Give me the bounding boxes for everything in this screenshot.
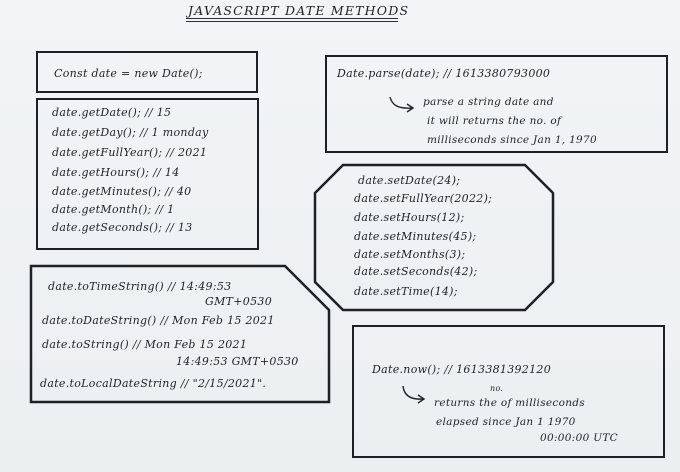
getter-line: date.getDay(); // 1 monday [52, 126, 209, 139]
getter-line: date.getSeconds(); // 13 [52, 221, 193, 234]
setter-line: date.setHours(12); [354, 211, 465, 224]
parse-note-line: parse a string date and [423, 96, 554, 108]
string-line-continued: 14:49:53 GMT+0530 [176, 355, 299, 368]
string-line: date.toLocalDateString // "2/15/2021". [40, 377, 267, 390]
setter-line: date.setDate(24); [358, 174, 461, 187]
string-line: date.toString() // Mon Feb 15 2021 [42, 338, 248, 351]
string-line-continued: GMT+0530 [205, 295, 272, 308]
getter-line: date.getFullYear(); // 2021 [52, 146, 208, 159]
setter-line: date.setMonths(3); [354, 248, 466, 261]
parse-code: Date.parse(date); // 1613380793000 [337, 67, 551, 80]
constructor-box [36, 51, 258, 93]
getter-line: date.getDate(); // 15 [52, 106, 172, 119]
setter-line: date.setSeconds(42); [354, 265, 478, 278]
now-note-line: elapsed since Jan 1 1970 [436, 416, 576, 428]
now-superscript: no. [490, 384, 504, 393]
parse-note-line: it will returns the no. of [427, 115, 562, 127]
getters-box [36, 98, 259, 250]
getter-line: date.getMonth(); // 1 [52, 203, 175, 216]
parse-box [325, 55, 668, 153]
setter-line: date.setFullYear(2022); [354, 192, 493, 205]
now-note-line: returns the of milliseconds [434, 397, 585, 409]
string-line: date.toTimeString() // 14:49:53 [48, 280, 232, 293]
now-code: Date.now(); // 1613381392120 [372, 363, 552, 376]
parse-note-line: milliseconds since Jan 1, 1970 [427, 134, 597, 146]
now-arrow-icon [401, 385, 429, 407]
now-box [352, 325, 665, 458]
title-underline-second [186, 21, 398, 22]
setter-line: date.setTime(14); [354, 285, 458, 298]
constructor-line: Const date = new Date(); [54, 67, 203, 80]
title-underline [186, 18, 398, 19]
getter-line: date.getMinutes(); // 40 [52, 185, 192, 198]
string-line: date.toDateString() // Mon Feb 15 2021 [42, 314, 275, 327]
getter-line: date.getHours(); // 14 [52, 166, 180, 179]
setter-line: date.setMinutes(45); [354, 230, 477, 243]
parse-arrow-icon [388, 96, 418, 116]
now-note-line: 00:00:00 UTC [540, 432, 618, 444]
page-title: JAVASCRIPT DATE METHODS [188, 3, 410, 18]
